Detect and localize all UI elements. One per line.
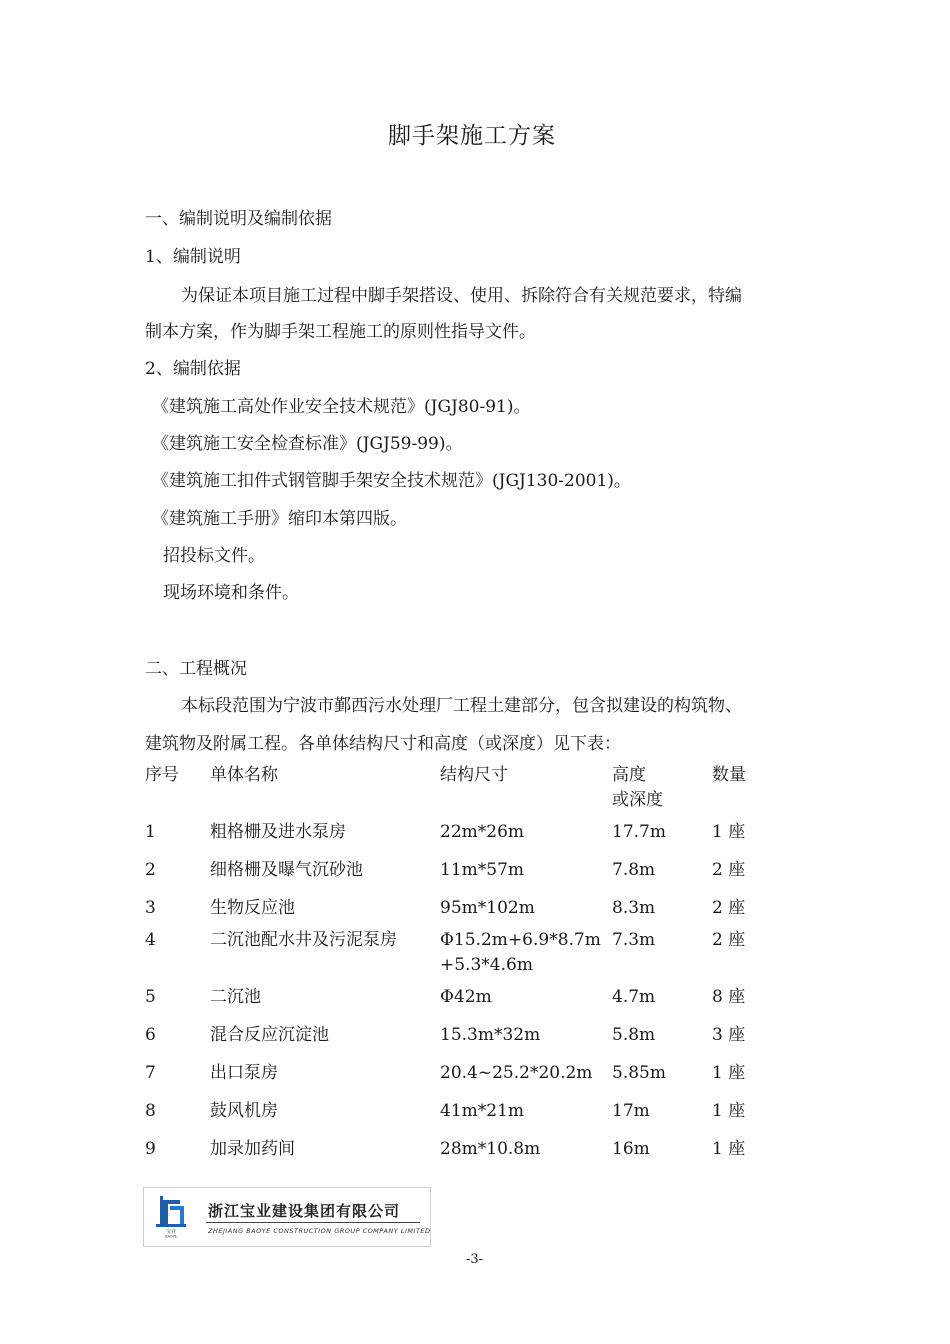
row-name: 加录加药间 bbox=[210, 1139, 295, 1159]
row-no: 5 bbox=[145, 987, 156, 1007]
section1-heading: 一、编制说明及编制依据 bbox=[145, 209, 332, 229]
reference-item: 《建筑施工扣件式钢管脚手架安全技术规范》(JGJ130-2001)。 bbox=[152, 471, 631, 491]
section2-para-line1: 本标段范围为宁波市鄞西污水处理厂工程土建部分，包含拟建设的构筑物、 bbox=[181, 696, 742, 716]
row-no: 4 bbox=[145, 930, 156, 950]
reference-item: 招投标文件。 bbox=[163, 546, 265, 566]
row-height: 17m bbox=[612, 1101, 650, 1121]
section1-sub1-para-line1: 为保证本项目施工过程中脚手架搭设、使用、拆除符合有关规范要求，特编 bbox=[181, 286, 742, 306]
document-title: 脚手架施工方案 bbox=[388, 123, 556, 149]
row-qty: 8 座 bbox=[712, 987, 746, 1007]
reference-item: 现场环境和条件。 bbox=[163, 583, 299, 603]
section1-sub1-para-line2: 制本方案，作为脚手架工程施工的原则性指导文件。 bbox=[145, 322, 536, 342]
reference-item: 《建筑施工高处作业安全技术规范》(JGJ80-91)。 bbox=[152, 397, 531, 417]
row-qty: 2 座 bbox=[712, 930, 746, 950]
table-header-size: 结构尺寸 bbox=[440, 765, 508, 785]
row-name: 出口泵房 bbox=[210, 1063, 278, 1083]
row-no: 6 bbox=[145, 1025, 156, 1045]
row-size: Φ15.2m+6.9*8.7m bbox=[440, 930, 601, 950]
row-height: 7.3m bbox=[612, 930, 656, 950]
row-size-cont: +5.3*4.6m bbox=[440, 955, 533, 975]
company-name-en: ZHEJIANG BAOYE CONSTRUCTION GROUP COMPANY LIMITED bbox=[208, 1227, 431, 1235]
row-qty: 1 座 bbox=[712, 822, 746, 842]
row-size: 15.3m*32m bbox=[440, 1025, 541, 1045]
row-size: 20.4~25.2*20.2m bbox=[440, 1063, 593, 1083]
table-header-name: 单体名称 bbox=[210, 765, 278, 785]
row-name: 混合反应沉淀池 bbox=[210, 1025, 329, 1045]
row-size: 95m*102m bbox=[440, 898, 535, 918]
row-size: 11m*57m bbox=[440, 860, 525, 880]
row-size: 41m*21m bbox=[440, 1101, 525, 1121]
company-logo-banner bbox=[143, 1187, 431, 1247]
row-qty: 1 座 bbox=[712, 1063, 746, 1083]
company-logo-icon bbox=[154, 1194, 188, 1238]
table-header-qty: 数量 bbox=[712, 765, 746, 785]
section1-sub1-heading: 1、编制说明 bbox=[145, 247, 241, 267]
row-height: 8.3m bbox=[612, 898, 656, 918]
logo-mark-text: 宝业 bbox=[165, 1229, 177, 1235]
row-name: 生物反应池 bbox=[210, 898, 295, 918]
table-header-height-2: 或深度 bbox=[612, 790, 663, 810]
logo-mark-sub: BAOYE bbox=[165, 1234, 177, 1238]
row-qty: 2 座 bbox=[712, 860, 746, 880]
reference-item: 《建筑施工安全检查标准》(JGJ59-99)。 bbox=[152, 434, 463, 454]
company-name-cn: 浙江宝业建设集团有限公司 bbox=[208, 1202, 401, 1220]
table-header-height: 高度 bbox=[612, 765, 646, 785]
row-qty: 2 座 bbox=[712, 898, 746, 918]
row-name: 鼓风机房 bbox=[210, 1101, 278, 1121]
row-size: Φ42m bbox=[440, 987, 492, 1007]
logo-divider bbox=[206, 1222, 420, 1223]
row-height: 5.85m bbox=[612, 1063, 666, 1083]
row-height: 17.7m bbox=[612, 822, 666, 842]
row-height: 4.7m bbox=[612, 987, 656, 1007]
row-size: 22m*26m bbox=[440, 822, 525, 842]
row-height: 7.8m bbox=[612, 860, 656, 880]
section2-heading: 二、工程概况 bbox=[145, 659, 247, 679]
row-qty: 1 座 bbox=[712, 1101, 746, 1121]
reference-item: 《建筑施工手册》缩印本第四版。 bbox=[152, 509, 407, 529]
row-no: 7 bbox=[145, 1063, 156, 1083]
row-height: 5.8m bbox=[612, 1025, 656, 1045]
row-qty: 3 座 bbox=[712, 1025, 746, 1045]
row-no: 9 bbox=[145, 1139, 156, 1159]
row-name: 二沉池配水井及污泥泵房 bbox=[210, 930, 397, 950]
row-name: 粗格栅及进水泵房 bbox=[210, 822, 346, 842]
row-size: 28m*10.8m bbox=[440, 1139, 541, 1159]
row-height: 16m bbox=[612, 1139, 650, 1159]
row-name: 细格栅及曝气沉砂池 bbox=[210, 860, 363, 880]
row-no: 1 bbox=[145, 822, 156, 842]
section1-sub2-heading: 2、编制依据 bbox=[145, 359, 241, 379]
row-no: 2 bbox=[145, 860, 156, 880]
page-number: -3- bbox=[466, 1252, 484, 1267]
table-header-no: 序号 bbox=[145, 765, 179, 785]
row-no: 3 bbox=[145, 898, 156, 918]
row-name: 二沉池 bbox=[210, 987, 261, 1007]
section2-para-line2: 建筑物及附属工程。各单体结构尺寸和高度（或深度）见下表： bbox=[145, 734, 621, 754]
row-qty: 1 座 bbox=[712, 1139, 746, 1159]
row-no: 8 bbox=[145, 1101, 156, 1121]
